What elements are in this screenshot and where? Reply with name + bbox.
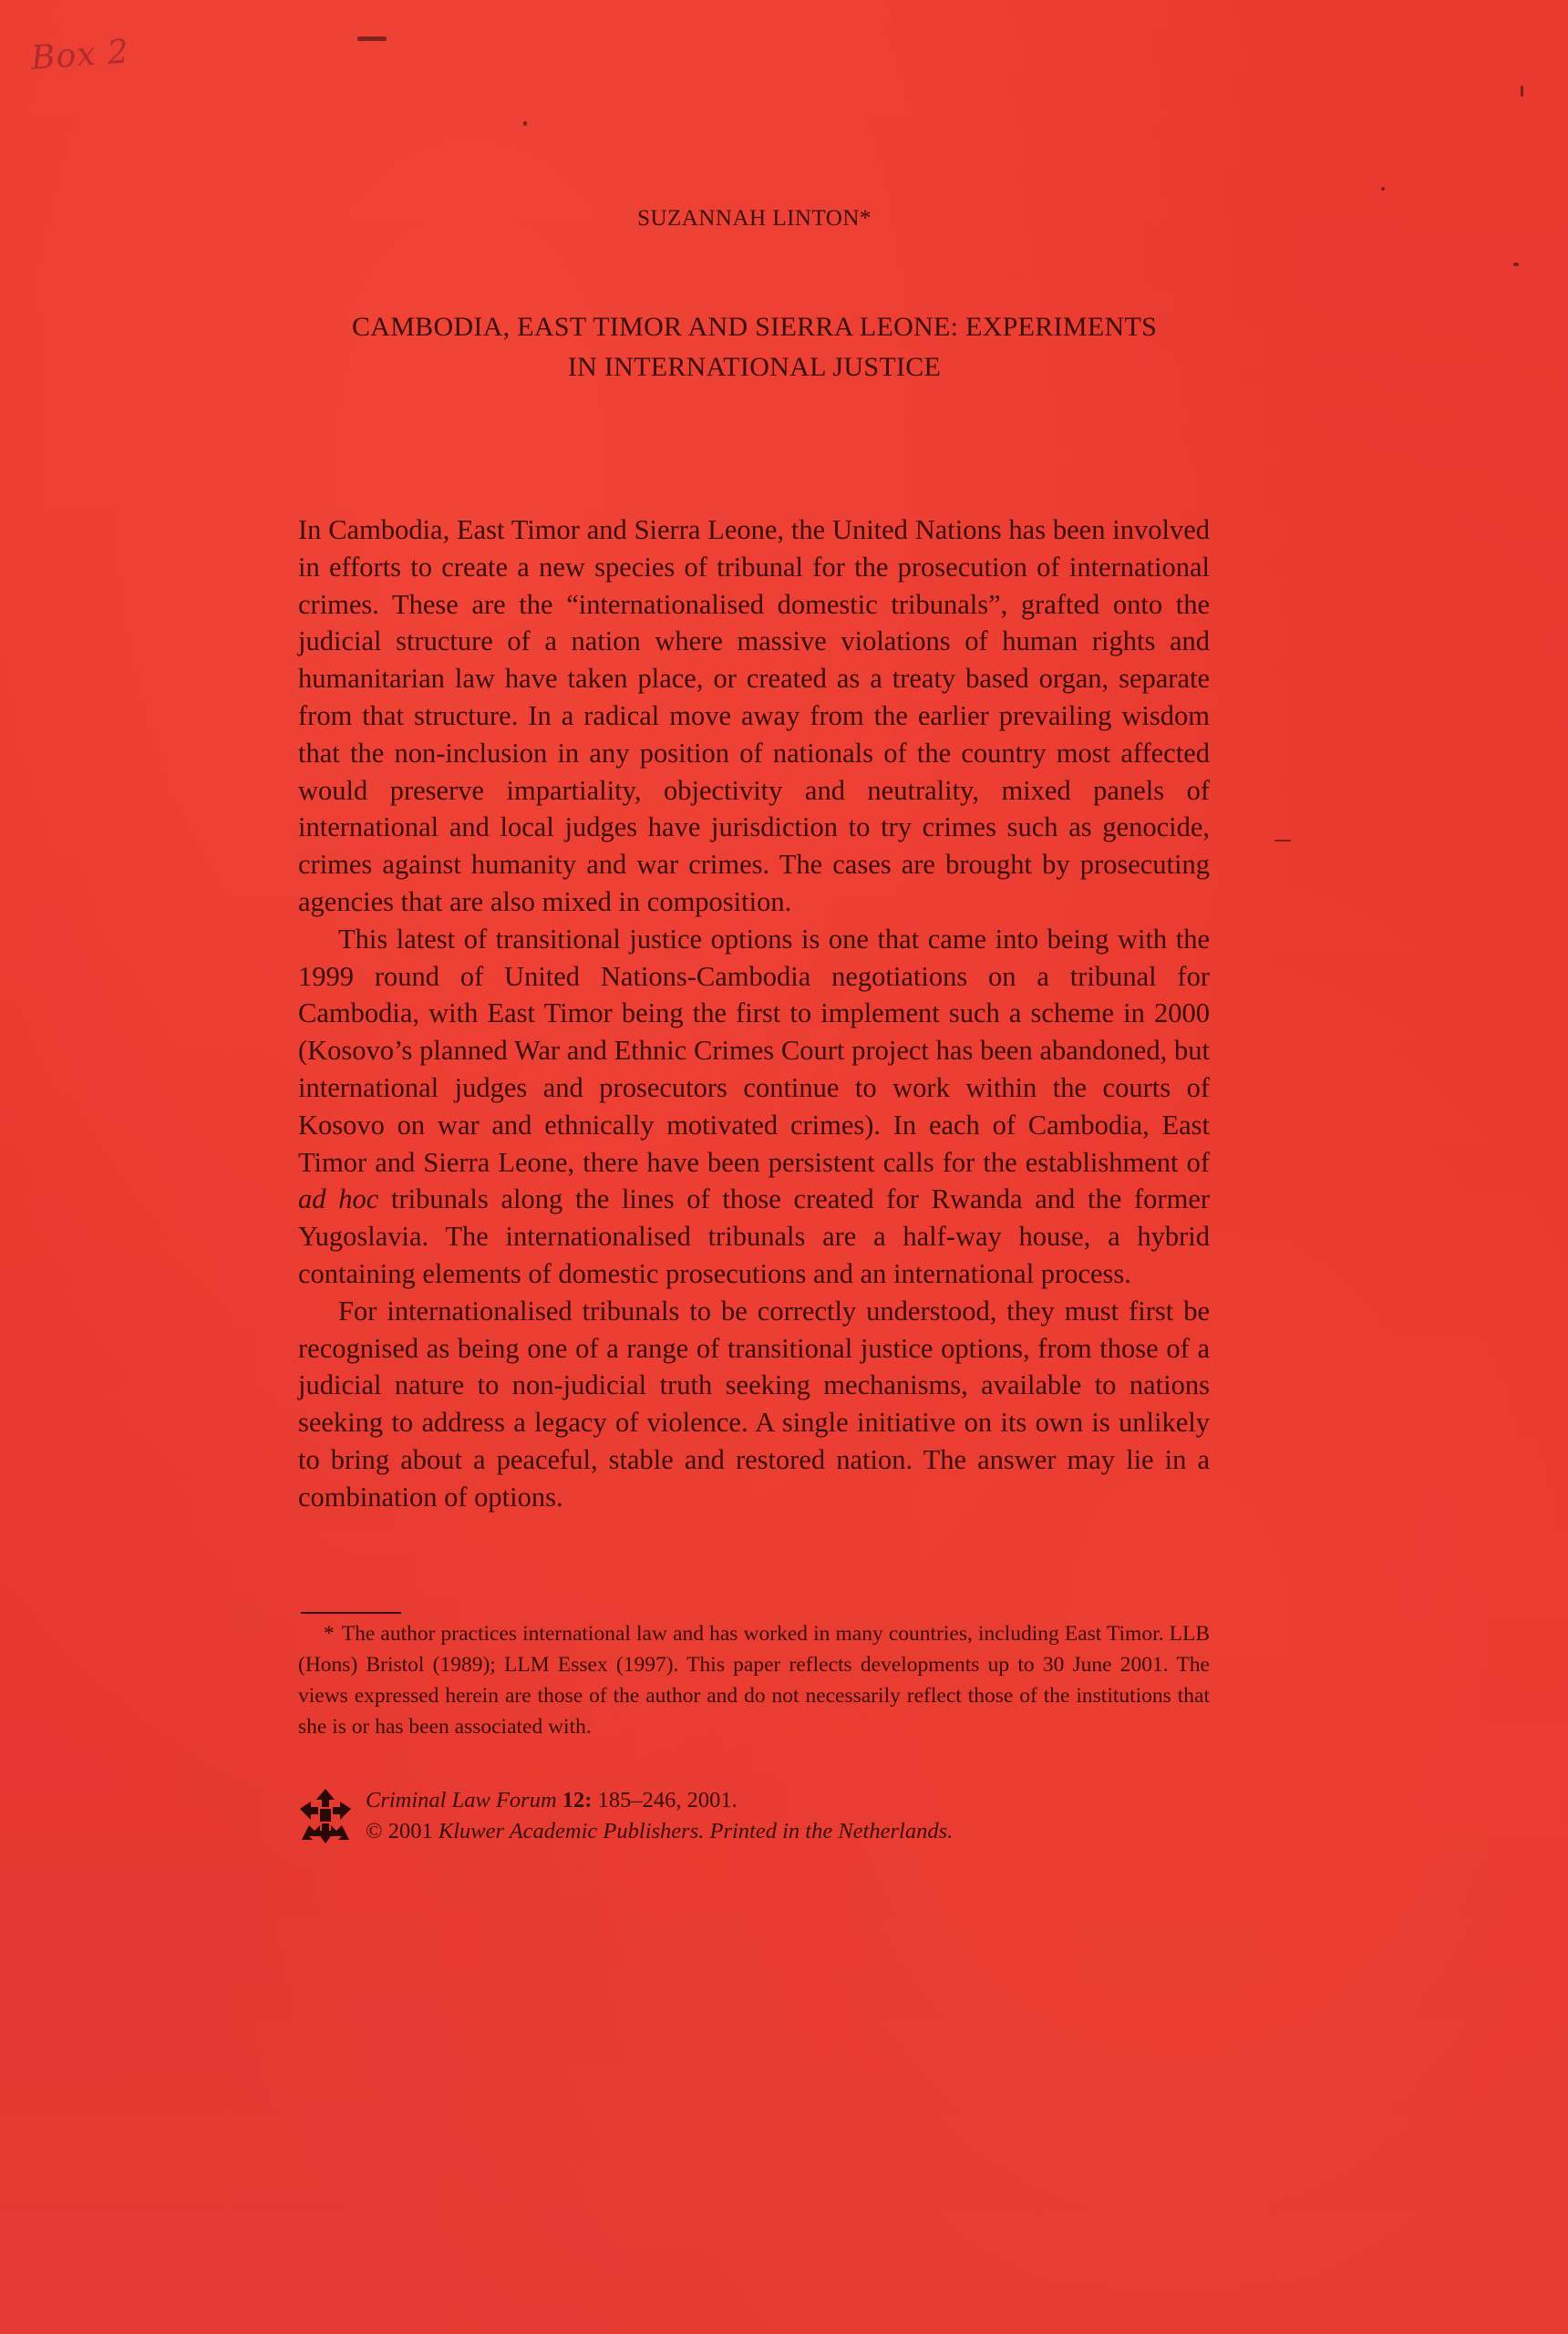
- paragraph-1: In Cambodia, East Timor and Sierra Leone, the United Nations has been involved in efforts to create a new species of tribunal for the prosecution of international crimes. These are the “internationalised domestic tribunals”, grafted onto the judicial structure of a nation where massive violations of human rights and humanitarian law have taken place, or created as a treaty based organ, separate from that structure. In a radical move away from the earlier prevailing wisdom that the non-inclusion in any position of nationals of the country most affected would preserve impartiality, objectivity and neutrality, mixed panels of international and local judges have jurisdiction to try crimes such as genocide, crimes against humanity and war crimes. The cases are brought by prosecuting agencies that are also mixed in composition.: [298, 514, 1210, 917]
- article-title: [0, 307, 1509, 387]
- journal-pages-year: 185–246, 2001.: [597, 1788, 738, 1812]
- footnote-marker: *: [324, 1622, 335, 1646]
- journal-volume: 12:: [562, 1788, 593, 1812]
- publisher-info: [298, 1785, 1210, 1858]
- footnote-divider: [301, 1612, 401, 1614]
- copyright-symbol-year: © 2001: [366, 1819, 433, 1843]
- copyright-line: [366, 1816, 953, 1847]
- publisher-lines: [366, 1785, 953, 1847]
- scan-speck: [1274, 840, 1291, 842]
- footnote-text: The author practices international law and has worked in many countries, including East Timor. LLB (Hons) Bristol (1989); LLM Essex (1997). This paper reflects developments up to 30 June 2001. The views expressed herein are those of the author and do not necessarily reflect those of the institutions that she is or has been associated with.: [298, 1622, 1210, 1739]
- scan-speck: [523, 121, 527, 126]
- printed-location: Printed in the Netherlands.: [709, 1819, 954, 1843]
- author-name: SUZANNAH LINTON*: [637, 206, 872, 231]
- abstract-body: [298, 511, 1210, 1516]
- paragraph-3: For internationalised tribunals to be correctly understood, they must first be recognised as being one of a range of transitional justice options, from those of a judicial nature to non-judicial truth seeking mechanisms, available to nations seeking to address a legacy of violence. A single initiative on its own is unlikely to bring about a peaceful, stable and restored nation. The answer may lie in a combination of options.: [298, 1295, 1210, 1513]
- scan-speck: [1381, 187, 1385, 191]
- publisher-name: Kluwer Academic Publishers.: [438, 1819, 705, 1843]
- paragraph-2-italic: ad hoc: [298, 1183, 379, 1215]
- handwritten-note: Box 2: [29, 33, 131, 77]
- article-title-line-2: IN INTERNATIONAL JUSTICE: [567, 352, 942, 382]
- paragraph-2-text-after: tribunals along the lines of those created for Rwanda and the former Yugoslavia. The internationalised tribunals are a half-way house, a hybrid containing elements of domestic prosecutions and an international process.: [298, 1183, 1211, 1289]
- kluwer-logo-icon: [298, 1787, 353, 1845]
- paragraph-2: [298, 921, 1210, 1293]
- scan-speck: [1513, 263, 1519, 266]
- journal-name: Criminal Law Forum: [366, 1788, 557, 1812]
- journal-citation: [366, 1785, 953, 1816]
- article-title-line-1: CAMBODIA, EAST TIMOR AND SIERRA LEONE: EXPERIMENTS: [351, 312, 1158, 342]
- paragraph-2-text-before: This latest of transitional justice options is one that came into being with the 1999 round of United Nations-Cambodia negotiations on a tribunal for Cambodia, with East Timor being the first to implement such a scheme in 2000 (Kosovo’s planned War and Ethnic Crimes Court project has been abandoned, but international judges and prosecutors continue to work within the courts of Kosovo on war and ethnically motivated crimes). In each of Cambodia, East Timor and Sierra Leone, there have been persistent calls for the establishment of: [298, 923, 1210, 1178]
- footnote: [298, 1618, 1210, 1742]
- scan-speck: [1521, 86, 1523, 97]
- scan-speck: [357, 36, 387, 41]
